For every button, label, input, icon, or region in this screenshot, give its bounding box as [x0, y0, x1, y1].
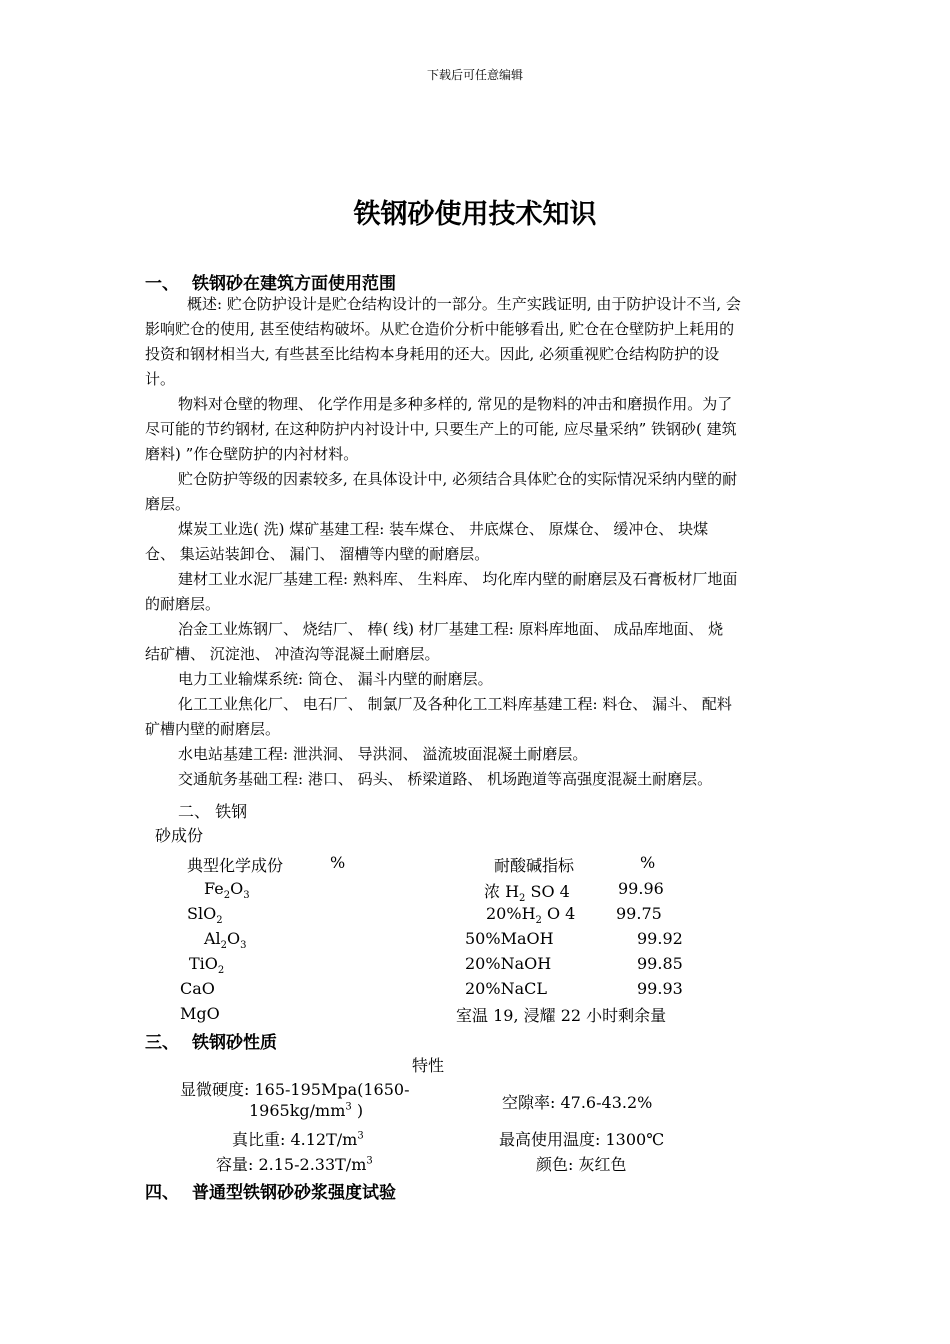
section-4-title: 普通型铁钢砂砂浆强度试验 [192, 1183, 396, 1203]
reagent-value: 99.96 [618, 879, 664, 898]
body-line: 投资和钢材相当大, 有些甚至比结构本身耗用的还大。因此, 必须重视贮仓结构防护的设 [145, 345, 720, 363]
resistance-note: 室温 19, 浸耀 22 小时剩余量 [456, 1006, 667, 1025]
property-hardness: 显微硬度: 165-195Mpa(1650- [180, 1080, 410, 1099]
body-line: 矿槽内壁的耐磨层。 [145, 720, 281, 738]
property-color: 颜色: 灰红色 [536, 1155, 627, 1174]
body-line: 建材工业水泥厂基建工程: 熟料库、 生料库、 均化库内壁的耐磨层及石膏板材厂地面 [178, 570, 738, 588]
body-line: 贮仓防护等级的因素较多, 在具体设计中, 必须结合具体贮仓的实际情况采纳内壁的耐 [178, 470, 738, 488]
document-title: 铁钢砂使用技术知识 [353, 199, 597, 230]
reagent-value: 99.92 [637, 929, 683, 948]
body-line: 影响贮仓的使用, 甚至使结构破坏。从贮仓造价分析中能够看出, 贮仓在仓壁防护上耗用的 [145, 320, 735, 338]
property-porosity: 空隙率: 47.6-43.2% [502, 1093, 653, 1112]
body-line: 计。 [145, 370, 176, 388]
body-line: 的耐磨层。 [145, 595, 221, 613]
composition-left-header: 典型化学成份 [187, 856, 284, 875]
section-3-number: 三、 [145, 1033, 179, 1053]
property-bulk: 容量: $2.15-2.33T/m^3$ [216, 1155, 373, 1174]
composition-left-unit: % [330, 853, 346, 872]
property-density: 真比重: $4.12T/m^3$ [232, 1130, 364, 1149]
section-4-number: 四、 [145, 1183, 179, 1203]
body-line: 磨料) ”作仓壁防护的内衬材料。 [145, 445, 359, 463]
body-line: 化工工业焦化厂、 电石厂、 制氯厂及各种化工工料库基建工程: 料仓、 漏斗、 配料 [178, 695, 732, 713]
body-line: 交通航务基础工程: 港口、 码头、 桥梁道路、 机场跑道等高强度混凝土耐磨层。 [178, 770, 713, 788]
reagent-label: 20%NaCL [465, 979, 547, 998]
section-1-number: 一、 [145, 274, 179, 294]
reagent-value: 99.85 [637, 954, 683, 973]
body-line: 仓、 集运站装卸仓、 漏门、 溜槽等内壁的耐磨层。 [145, 545, 490, 563]
page-header: 下载后可任意编辑 [426, 68, 523, 82]
chem-formula: $Fe_2O_3$ [204, 879, 250, 902]
section-3-title: 铁钢砂性质 [192, 1033, 277, 1053]
property-max-temp: 最高使用温度: 1300℃ [499, 1130, 665, 1149]
reagent-value: 99.75 [616, 904, 662, 923]
section-2-heading-line1: 二、 铁钢 [178, 802, 248, 821]
reagent-value: 99.93 [637, 979, 683, 998]
body-line: 冶金工业炼钢厂、 烧结厂、 棒( 线) 材厂基建工程: 原料库地面、 成品库地面、 烧 [178, 620, 724, 638]
body-line: 尽可能的节约钢材, 在这种防护内衬设计中, 只要生产上的可能, 应尽量采纳” 铁钢砂( 建筑 [145, 420, 737, 438]
section-1-title: 铁钢砂在建筑方面使用范围 [192, 274, 396, 294]
body-line: 水电站基建工程: 泄洪洞、 导洪洞、 溢流坡面混凝土耐磨层。 [178, 745, 588, 763]
body-line: 概述: 贮仓防护设计是贮仓结构设计的一部分。生产实践证明, 由于防护设计不当, 会 [187, 295, 741, 313]
body-line: 煤炭工业选( 洗) 煤矿基建工程: 装车煤仓、 井底煤仓、 原煤仓、 缓冲仓、 块煤 [178, 520, 709, 538]
chem-formula: TiO$_2$ [189, 954, 225, 977]
chem-formula: SlO$_2$ [187, 904, 223, 927]
property-hardness-cont: $1965kg/mm^3$ ) [249, 1101, 364, 1120]
chem-formula: CaO [180, 979, 215, 998]
chem-formula: $Al_2O_3$ [204, 929, 247, 952]
reagent-label: 50%MaOH [465, 929, 554, 948]
section-2-heading-line2: 砂成份 [155, 826, 204, 845]
reagent-label: 20%NaOH [465, 954, 552, 973]
body-line: 电力工业输煤系统: 筒仓、 漏斗内壁的耐磨层。 [178, 670, 493, 688]
reagent-label: $20\%H_2$ O 4 [486, 904, 576, 927]
composition-right-header: 耐酸碱指标 [494, 856, 575, 875]
body-line: 物料对仓壁的物理、 化学作用是多种多样的, 常见的是物料的冲击和磨损作用。为了 [178, 395, 733, 413]
properties-header: 特性 [412, 1056, 445, 1075]
body-line: 结矿槽、 沉淀池、 冲渣沟等混凝土耐磨层。 [145, 645, 440, 663]
composition-right-unit: % [640, 853, 656, 872]
chem-formula: MgO [180, 1004, 220, 1023]
body-line: 磨层。 [145, 495, 191, 513]
reagent-label: 浓 $H_2$ SO 4 [484, 882, 570, 905]
